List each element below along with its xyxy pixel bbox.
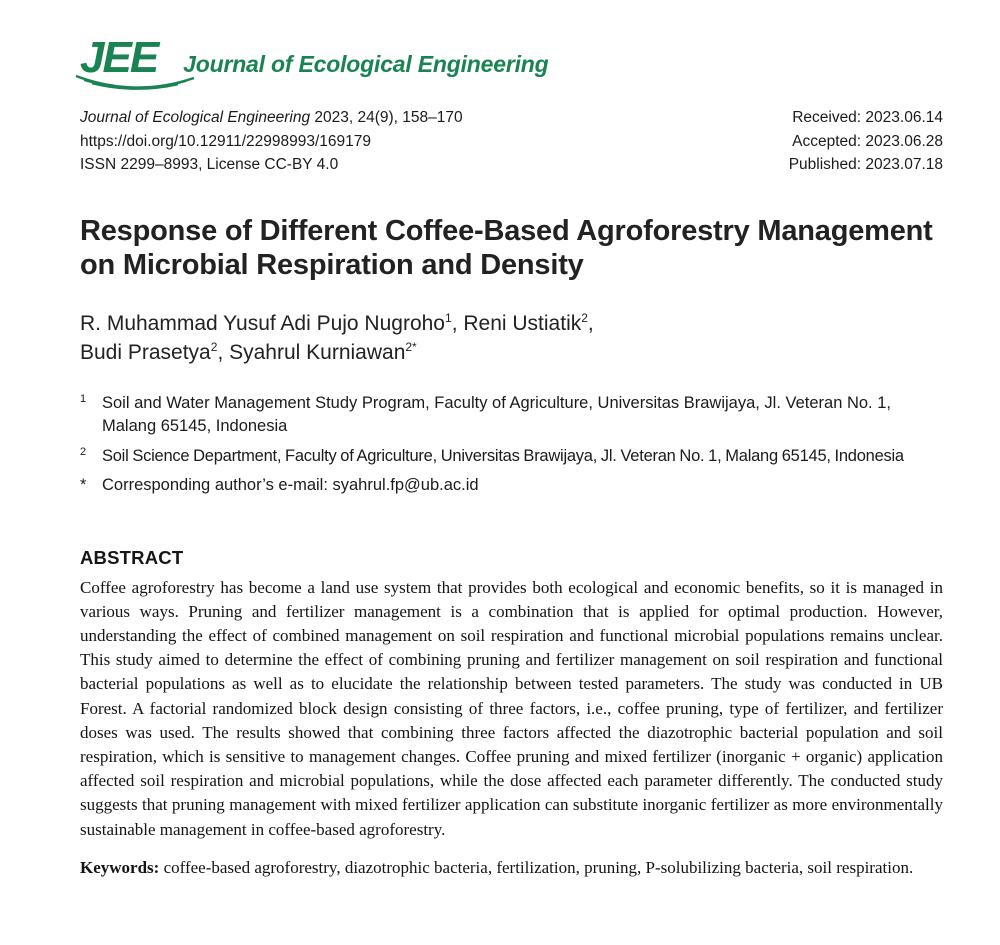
keywords-label: Keywords: bbox=[80, 857, 160, 877]
author-affil-sup: 1 bbox=[445, 310, 452, 325]
corresponding-author-item bbox=[80, 474, 943, 498]
issn-license: ISSN 2299–8993, License CC-BY 4.0 bbox=[80, 156, 339, 173]
author-name: Budi Prasetya bbox=[80, 340, 211, 364]
article-meta-row bbox=[80, 106, 943, 177]
citation-block bbox=[80, 106, 463, 177]
author-affil-sup: 2 bbox=[581, 310, 588, 325]
affiliation-marker: * bbox=[80, 476, 87, 494]
author-name: Syahrul Kurniawan bbox=[229, 340, 406, 364]
citation-line bbox=[80, 106, 463, 130]
logo-arcs-icon bbox=[74, 73, 196, 93]
author-name: Reni Ustiatik bbox=[463, 311, 582, 335]
journal-masthead bbox=[80, 33, 943, 96]
journal-wordmark: Journal of Ecological Engineering bbox=[183, 51, 549, 77]
affiliation-marker: 1 bbox=[80, 392, 87, 405]
affiliation-marker: 2 bbox=[80, 445, 87, 458]
author-line-2 bbox=[80, 338, 943, 367]
affiliation-item bbox=[80, 392, 943, 439]
citation-journal-name: Journal of Ecological Engineering bbox=[80, 109, 311, 126]
article-title bbox=[80, 214, 943, 282]
keywords-block bbox=[80, 855, 943, 880]
author-separator: , bbox=[451, 311, 464, 335]
accepted-date: Accepted: 2023.06.28 bbox=[792, 132, 943, 150]
author-name: R. Muhammad Yusuf Adi Pujo Nugroho bbox=[80, 311, 445, 335]
author-affil-sup: 2* bbox=[405, 339, 417, 354]
author-line-1 bbox=[80, 309, 943, 338]
affiliation-text: Soil and Water Management Study Program, Faculty of Agriculture, Universitas Brawijaya, Jl. Veteran No. 1, Malang 65145, Indonesia bbox=[102, 393, 891, 435]
author-list bbox=[80, 309, 943, 367]
logo-acronym: JEE bbox=[80, 33, 158, 82]
citation-volume-pages: 2023, 24(9), 158–170 bbox=[310, 109, 463, 126]
title-line-2: on Microbial Respiration and Density bbox=[80, 248, 584, 281]
affiliation-list bbox=[80, 392, 943, 498]
dates-block bbox=[789, 106, 943, 177]
doi-link[interactable]: https://doi.org/10.12911/22998993/169179 bbox=[80, 132, 372, 150]
keywords-text: coffee-based agroforestry, diazotrophic bacteria, fertilization, pruning, P-solubilizing bacteria, soil respiration. bbox=[163, 857, 914, 877]
affiliation-text: Soil Science Department, Faculty of Agriculture, Universitas Brawijaya, Jl. Veteran No. 1, Malang 65145, Indonesia bbox=[102, 446, 904, 465]
journal-logo bbox=[80, 33, 167, 82]
abstract-text: Coffee agroforestry has become a land use system that provides both ecological and economic benefits, so it is managed in various ways. Pruning and fertilizer management is a combination that is applied for optimal production. However, understanding the effect of combined management on soil respiration and functional microbial populations remains unclear. This study aimed to determine the effect of combining pruning and fertilizer management on soil respiration and functional bacterial populations as well as to elucidate the relationship between tested parameters. The study was conducted in UB Forest. A factorial randomized block design consisting of three factors, i.e., coffee pruning, type of fertilizer, and fertilizer doses was used. The results showed that combining three factors affected the diazotrophic bacterial population and soil respiration, which is sensitive to management changes. Coffee pruning and mixed fertilizer (inorganic + organic) application affected soil respiration and microbial populations, while the dose affected each parameter differently. The conducted study suggests that pruning management with mixed fertilizer application can substitute inorganic fertilizer as more environmentally sustainable management in coffee-based agroforestry. bbox=[80, 577, 943, 839]
author-affil-sup: 2 bbox=[210, 339, 218, 354]
published-date: Published: 2023.07.18 bbox=[788, 156, 943, 173]
author-separator: , bbox=[217, 340, 230, 364]
received-date: Received: 2023.06.14 bbox=[792, 109, 943, 126]
title-line-1: Response of Different Coffee-Based Agroforestry Management bbox=[80, 214, 933, 247]
affiliation-item bbox=[80, 445, 943, 469]
corresponding-author-email: Corresponding author’s e-mail: syahrul.fp@ub.ac.id bbox=[102, 476, 479, 494]
abstract-heading: ABSTRACT bbox=[80, 546, 184, 568]
author-separator: , bbox=[587, 311, 594, 335]
